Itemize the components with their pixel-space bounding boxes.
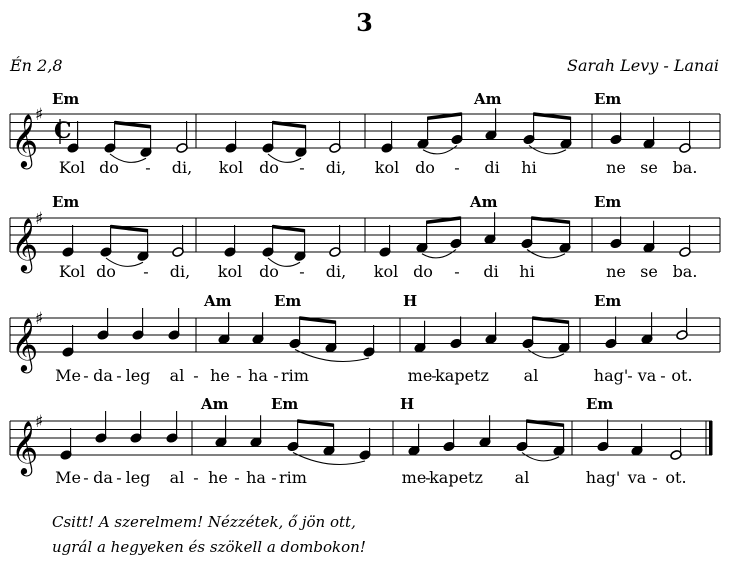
chord-symbol: Em	[52, 90, 80, 108]
lyric-syllable: Kol	[58, 262, 86, 281]
lyric-hyphen: -	[145, 158, 151, 177]
beam	[427, 218, 461, 222]
lyric-syllable: ba.	[672, 158, 698, 177]
beam	[273, 227, 305, 231]
chord-symbol: Am	[201, 395, 229, 413]
lyric-syllable: ha	[248, 366, 268, 385]
chord-symbol: Am	[204, 292, 232, 310]
slur	[527, 250, 565, 258]
verse-line: Csitt! A szerelmem! Nézzétek, ő jön ott,	[52, 513, 356, 531]
beam	[300, 318, 336, 322]
lyric-syllable: hag'	[593, 366, 629, 385]
chord-symbol: Em	[594, 292, 622, 310]
key-signature-sharp-icon: ♯	[35, 309, 44, 329]
chord-symbol: Am	[474, 90, 502, 108]
beam	[273, 123, 306, 127]
cut-time-icon: C	[54, 118, 72, 144]
treble-clef-icon: 𝄞	[11, 113, 39, 167]
lyric-syllable: kol	[374, 158, 400, 177]
lyric-hyphen: -	[425, 468, 431, 487]
lyric-hyphen: -	[193, 366, 199, 385]
lyric-hyphen: -	[83, 366, 89, 385]
lyric-syllable: di,	[169, 262, 191, 281]
lyric-hyphen: -	[271, 468, 277, 487]
treble-clef-icon: 𝄞	[11, 317, 39, 371]
beam	[428, 114, 462, 118]
verse-line: ugrál a hegyeken és szökell a dombokon!	[52, 538, 366, 556]
lyric-hyphen: -	[431, 366, 437, 385]
lyric-syllable: al	[523, 366, 539, 385]
slur	[528, 350, 564, 358]
treble-clef-icon: 𝄞	[11, 217, 39, 271]
key-signature-sharp-icon: ♯	[35, 209, 44, 229]
lyric-hyphen: -	[143, 262, 149, 281]
chord-symbol: Em	[586, 395, 614, 413]
lyric-syllable: ot.	[671, 366, 693, 385]
beam	[534, 114, 571, 118]
lyric-syllable: di	[483, 262, 499, 281]
chord-symbol: H	[403, 292, 418, 310]
beam	[111, 227, 148, 231]
lyric-hyphen: -	[273, 366, 279, 385]
lyric-syllable: ne	[606, 158, 626, 177]
bible-reference: Én 2,8	[10, 56, 63, 75]
lyric-syllable: me	[401, 468, 427, 487]
lyric-hyphen: -	[454, 262, 460, 281]
song-number: 3	[356, 8, 373, 37]
lyric-hyphen: -	[236, 366, 242, 385]
lyric-hyphen: -	[116, 366, 122, 385]
lyric-syllable: hag'	[585, 468, 621, 487]
beam	[115, 123, 151, 127]
lyric-syllable: di,	[325, 262, 347, 281]
chord-symbol: Em	[274, 292, 302, 310]
lyric-syllable: kol	[373, 262, 399, 281]
lyric-syllable: ba.	[672, 262, 698, 281]
lyric-syllable: Me	[55, 468, 81, 487]
lyric-syllable: se	[640, 262, 658, 281]
slur	[423, 146, 457, 154]
lyric-syllable: da	[93, 468, 113, 487]
lyric-syllable: do	[415, 158, 435, 177]
key-signature-sharp-icon: ♯	[35, 105, 44, 125]
lyric-syllable: kapetz	[429, 468, 483, 487]
beam	[527, 421, 564, 425]
lyric-hyphen: -	[299, 158, 305, 177]
lyric-syllable: he	[210, 366, 230, 385]
slur	[522, 453, 559, 461]
lyric-syllable: kol	[217, 262, 243, 281]
lyric-syllable: do	[259, 158, 279, 177]
slur	[422, 250, 456, 258]
lyric-syllable: do	[96, 262, 116, 281]
lyric-syllable: he	[208, 468, 228, 487]
chord-symbol: Em	[52, 193, 80, 211]
final-bar-line	[709, 421, 713, 455]
lyric-syllable: di,	[325, 158, 347, 177]
lyric-syllable: al	[514, 468, 530, 487]
chord-symbol: Em	[271, 395, 299, 413]
lyric-syllable: leg	[125, 366, 151, 385]
lyric-syllable: ne	[606, 262, 626, 281]
lyric-syllable: da	[93, 366, 113, 385]
lyric-syllable: va	[637, 366, 657, 385]
lyric-syllable: rim	[279, 468, 307, 487]
lyric-syllable: di	[484, 158, 500, 177]
slur	[529, 146, 566, 154]
lyric-syllable: hi	[521, 158, 537, 177]
lyric-syllable: ot.	[665, 468, 687, 487]
lyric-syllable: do	[259, 262, 279, 281]
lyric-syllable: me	[407, 366, 433, 385]
lyric-hyphen: -	[299, 262, 305, 281]
treble-clef-icon: 𝄞	[11, 420, 39, 474]
lyric-hyphen: -	[83, 468, 89, 487]
lyric-syllable: se	[640, 158, 658, 177]
beam	[533, 318, 569, 322]
lyric-syllable: kapetz	[435, 366, 489, 385]
lyric-syllable: do	[99, 158, 119, 177]
composer: Sarah Levy - Lanai	[567, 56, 719, 75]
lyric-syllable: al	[169, 468, 185, 487]
lyric-hyphen: -	[652, 468, 658, 487]
key-signature-sharp-icon: ♯	[35, 412, 44, 432]
lyric-hyphen: -	[193, 468, 199, 487]
lyric-syllable: kol	[218, 158, 244, 177]
beam	[298, 421, 334, 425]
lyric-syllable: di,	[171, 158, 193, 177]
lyric-syllable: ha	[246, 468, 266, 487]
lyric-syllable: Me	[55, 366, 81, 385]
lyric-syllable: do	[413, 262, 433, 281]
lyric-hyphen: -	[660, 366, 666, 385]
chord-symbol: Am	[470, 193, 498, 211]
lyric-syllable: hi	[519, 262, 535, 281]
lyric-hyphen: -	[116, 468, 122, 487]
beam	[532, 218, 570, 222]
chord-symbol: Em	[594, 90, 622, 108]
lyric-syllable: rim	[281, 366, 309, 385]
lyric-syllable: Kol	[58, 158, 86, 177]
lyric-syllable: leg	[125, 468, 151, 487]
lyric-hyphen: -	[627, 366, 633, 385]
lyric-syllable: va	[627, 468, 647, 487]
lyric-syllable: al	[169, 366, 185, 385]
lyric-hyphen: -	[234, 468, 240, 487]
chord-symbol: Em	[594, 193, 622, 211]
chord-symbol: H	[400, 395, 415, 413]
lyric-hyphen: -	[454, 158, 460, 177]
